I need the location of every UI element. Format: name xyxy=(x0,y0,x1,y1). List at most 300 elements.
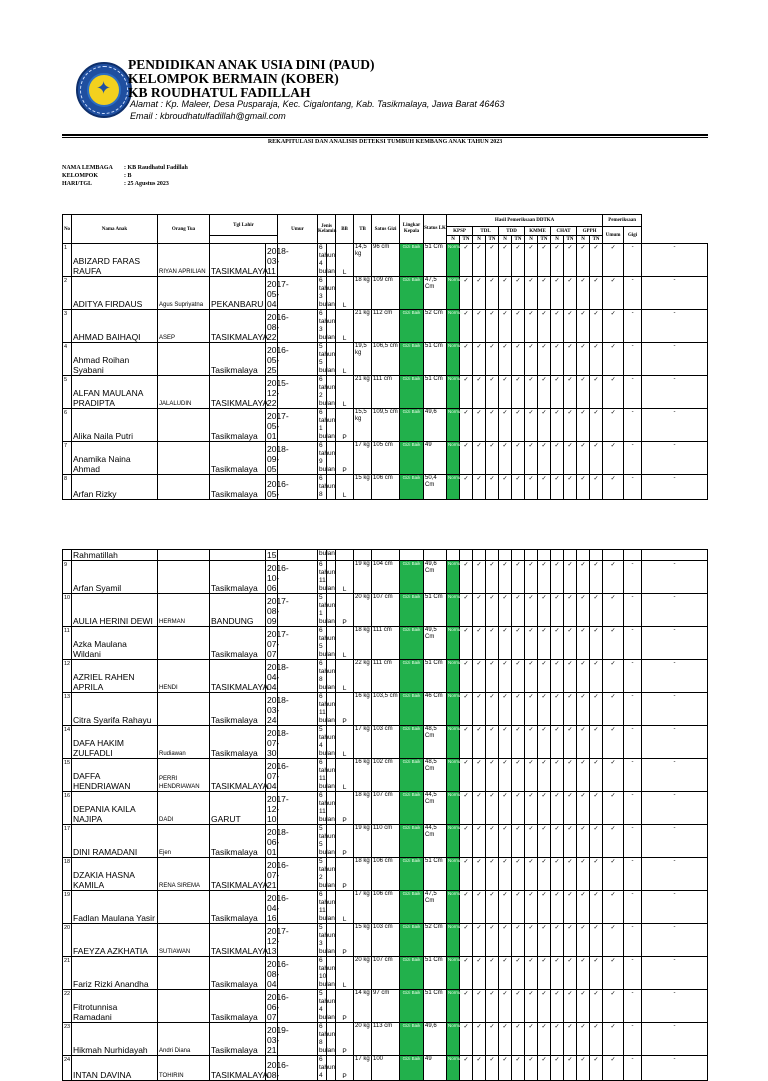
table-row xyxy=(63,957,708,990)
row-ddtka-check: ✓ xyxy=(551,759,564,792)
row-ddtka-check xyxy=(551,550,564,561)
row-number xyxy=(63,550,72,561)
row-ddtka-check: ✓ xyxy=(473,660,486,693)
row-status-gizi: Gizi Baik xyxy=(400,376,424,409)
school-seal-icon xyxy=(87,73,121,107)
row-ddtka-check: ✓ xyxy=(577,627,590,660)
row-jk-spacer xyxy=(327,475,336,500)
row-orang-tua xyxy=(158,550,210,561)
row-status-gizi: Gizi Baik xyxy=(400,343,424,376)
row-jk-spacer xyxy=(327,660,336,693)
header-sub-n: N xyxy=(525,236,538,244)
row-ddtka-check: ✓ xyxy=(551,277,564,310)
row-lingkar-kepala: 51 Cm xyxy=(424,858,447,891)
row-ddtka-check: ✓ xyxy=(538,957,551,990)
row-tgl-lahir: 2016-07-04 xyxy=(266,759,278,792)
row-ddtka-check: ✓ xyxy=(577,343,590,376)
row-lingkar-kepala: 51 Cm xyxy=(424,376,447,409)
row-nama-anak: Fitrotunnisa Ramadani xyxy=(72,990,158,1023)
row-ddtka-check: ✓ xyxy=(564,244,577,277)
row-ddtka-check: ✓ xyxy=(525,244,538,277)
row-ddtka-check: ✓ xyxy=(473,277,486,310)
row-gigi xyxy=(642,550,708,561)
row-ddtka-check: ✓ xyxy=(564,792,577,825)
row-jk-spacer xyxy=(327,627,336,660)
row-ddtka-check: ✓ xyxy=(538,924,551,957)
row-jenis-kelamin: P xyxy=(336,409,354,442)
row-ddtka-check: ✓ xyxy=(538,376,551,409)
row-ddtka-check: ✓ xyxy=(577,693,590,726)
row-orang-tua: DADI xyxy=(158,792,210,825)
row-gigi: - xyxy=(642,409,708,442)
row-status-gizi: Gizi Baik xyxy=(400,1023,424,1056)
row-gigi: - xyxy=(642,990,708,1023)
row-umur: 6 tahun 9 bulan xyxy=(319,442,336,473)
row-status-lk: Normal xyxy=(447,310,460,343)
row-lingkar-kepala: 46 Cm xyxy=(424,693,447,726)
row-gigi: - xyxy=(642,792,708,825)
row-ddtka-check: ✓ xyxy=(590,825,603,858)
row-ddtka-check: ✓ xyxy=(577,1056,590,1081)
row-umur: 6 tahun 8 bulan xyxy=(319,1023,336,1054)
row-ddtka-check: ✓ xyxy=(512,561,525,594)
row-jenis-kelamin: L xyxy=(336,726,354,759)
row-tgl-lahir: 2017-07-07 xyxy=(266,627,278,660)
row-ddtka-check: ✓ xyxy=(551,726,564,759)
row-ddtka-check: ✓ xyxy=(473,759,486,792)
row-tgl-lahir: 2018-03-24 xyxy=(266,693,278,726)
row-tempat-lahir: TASIKMALAYA xyxy=(210,660,266,693)
row-ddtka-check: ✓ xyxy=(551,693,564,726)
row-status-lk: Normal xyxy=(447,825,460,858)
row-ddtka-check: ✓ xyxy=(460,627,473,660)
row-ddtka-check: ✓ xyxy=(473,693,486,726)
row-umur: 5 tahun 4 bulan xyxy=(319,990,336,1021)
row-ddtka-check: ✓ xyxy=(525,957,538,990)
row-ddtka-check: ✓ xyxy=(525,924,538,957)
table-row xyxy=(63,990,708,1023)
row-jenis-kelamin: L xyxy=(336,891,354,924)
row-tempat-lahir: Tasikmalaya xyxy=(210,957,266,990)
header-ddtka-group-gpph: GPPH xyxy=(577,227,603,236)
row-ddtka-check: ✓ xyxy=(499,693,512,726)
row-ddtka-check: ✓ xyxy=(486,792,499,825)
row-tb: 107 cm xyxy=(372,792,400,825)
row-ddtka-check xyxy=(499,550,512,561)
header-sub-n: N xyxy=(499,236,512,244)
row-status-lk: Normal xyxy=(447,792,460,825)
row-ddtka-check: ✓ xyxy=(577,660,590,693)
row-ddtka-check: ✓ xyxy=(551,1023,564,1056)
row-number: 18 xyxy=(63,858,72,891)
row-tb: 106,5 cm xyxy=(372,343,400,376)
row-ddtka-check: ✓ xyxy=(512,376,525,409)
row-orang-tua: TOHIRIN xyxy=(158,1056,210,1081)
row-ddtka-check: ✓ xyxy=(551,594,564,627)
row-ddtka-check: ✓ xyxy=(512,277,525,310)
row-tempat-lahir: Tasikmalaya xyxy=(210,442,266,475)
row-ddtka-check xyxy=(473,550,486,561)
row-ddtka-check: ✓ xyxy=(564,924,577,957)
row-ddtka-check: ✓ xyxy=(486,1023,499,1056)
row-tb: 106 cm xyxy=(372,891,400,924)
row-tb: 104 cm xyxy=(372,561,400,594)
row-ddtka-check: ✓ xyxy=(577,726,590,759)
row-tgl-lahir: 2017-05-04 xyxy=(266,277,278,310)
row-ddtka-check: ✓ xyxy=(486,310,499,343)
row-ddtka-check: ✓ xyxy=(512,693,525,726)
row-ddtka-check: ✓ xyxy=(486,343,499,376)
row-jk-spacer xyxy=(327,759,336,792)
row-bb: 21 kg xyxy=(354,376,372,409)
row-orang-tua: ASEP xyxy=(158,310,210,343)
row-ddtka-check: ✓ xyxy=(473,475,486,500)
row-ddtka-check: ✓ xyxy=(473,825,486,858)
row-ddtka-check: ✓ xyxy=(460,310,473,343)
row-ddtka-check: ✓ xyxy=(473,957,486,990)
header-sub-n: N xyxy=(577,236,590,244)
row-status-gizi: Gizi Baik xyxy=(400,475,424,500)
row-tb: 106 cm xyxy=(372,858,400,891)
header-pemeriksaan: Pemeriksaan xyxy=(603,215,642,227)
info-value: : B xyxy=(124,173,132,179)
letterhead-line-2: KELOMPOK BERMAIN (KOBER) xyxy=(128,71,339,86)
row-gigi: - xyxy=(642,693,708,726)
row-ddtka-check: ✓ xyxy=(603,1056,624,1081)
row-tgl-lahir: 2015-12-22 xyxy=(266,376,278,409)
row-tgl-spacer xyxy=(278,825,318,858)
row-orang-tua xyxy=(158,343,210,376)
row-ddtka-check: ✓ xyxy=(538,561,551,594)
row-ddtka-check: ✓ xyxy=(525,825,538,858)
row-gigi: - xyxy=(642,924,708,957)
logo-figure-icon: ✦ xyxy=(96,78,112,98)
row-ddtka-check: ✓ xyxy=(473,1023,486,1056)
row-ddtka-check: ✓ xyxy=(460,594,473,627)
header-sub-n: N xyxy=(551,236,564,244)
row-tgl-spacer xyxy=(278,990,318,1023)
table-row xyxy=(63,726,708,759)
row-status-lk: Normal xyxy=(447,660,460,693)
header-status-lk: Status LK xyxy=(424,215,447,244)
row-jk-spacer xyxy=(327,1056,336,1081)
row-gigi: - xyxy=(642,1023,708,1056)
row-ddtka-check: ✓ xyxy=(564,1056,577,1081)
row-jenis-kelamin: L xyxy=(336,343,354,376)
row-ddtka-check: ✓ xyxy=(590,1023,603,1056)
header-ddtka-group-kpsp: KPSP xyxy=(447,227,473,236)
row-ddtka-check: ✓ xyxy=(538,409,551,442)
letterhead-email: Email : kbroudhatulfadillah@gmail.com xyxy=(130,111,286,121)
letterhead-line-3: KB ROUDHATUL FADILLAH xyxy=(128,85,311,100)
row-orang-tua: SUTIAWAN xyxy=(158,924,210,957)
row-tgl-spacer xyxy=(278,891,318,924)
row-ddtka-check: ✓ xyxy=(460,561,473,594)
row-tb: 103 cm xyxy=(372,924,400,957)
info-value: : 25 Agustus 2023 xyxy=(124,181,169,187)
row-tempat-lahir: Tasikmalaya xyxy=(210,990,266,1023)
table-row xyxy=(63,1056,708,1081)
row-ddtka-check: ✓ xyxy=(460,924,473,957)
row-ddtka-check: ✓ xyxy=(590,627,603,660)
header-jk: Jenis Kelamin xyxy=(318,215,336,244)
row-tempat-lahir: Tasikmalaya xyxy=(210,475,266,500)
row-status-lk: Normal xyxy=(447,693,460,726)
row-jk-spacer xyxy=(327,858,336,891)
row-bb: 19 kg xyxy=(354,825,372,858)
row-ddtka-check: ✓ xyxy=(564,957,577,990)
row-status-gizi: Gizi Baik xyxy=(400,825,424,858)
header-tgl-lahir: Tgl Lahir xyxy=(210,215,278,236)
row-ddtka-check: ✓ xyxy=(525,627,538,660)
row-ddtka-check: ✓ xyxy=(603,244,624,277)
row-ddtka-check: ✓ xyxy=(512,409,525,442)
row-ddtka-check: ✓ xyxy=(525,759,538,792)
row-status-lk: Normal xyxy=(447,244,460,277)
row-ddtka-check: ✓ xyxy=(512,825,525,858)
row-ddtka-check: ✓ xyxy=(590,343,603,376)
row-jenis-kelamin: P xyxy=(336,825,354,858)
row-lingkar-kepala: 51 Cm xyxy=(424,343,447,376)
row-tempat-lahir: Tasikmalaya xyxy=(210,343,266,376)
row-orang-tua: RIYAN APRILIAN xyxy=(158,244,210,277)
row-number: 14 xyxy=(63,726,72,759)
row-ddtka-check: ✓ xyxy=(564,310,577,343)
row-ddtka-check: ✓ xyxy=(564,442,577,475)
row-number: 23 xyxy=(63,1023,72,1056)
row-ddtka-check: ✓ xyxy=(512,442,525,475)
row-ddtka-check: ✓ xyxy=(564,990,577,1023)
header-sub-tn: TN xyxy=(486,236,499,244)
row-ddtka-check: ✓ xyxy=(577,244,590,277)
row-ddtka-check: ✓ xyxy=(460,858,473,891)
row-ddtka-check: ✓ xyxy=(551,1056,564,1081)
row-ddtka-check: ✓ xyxy=(460,376,473,409)
row-umum xyxy=(624,550,642,561)
table-row xyxy=(63,924,708,957)
row-orang-tua xyxy=(158,442,210,475)
row-nama-anak: Ahmad Roihan Syabani xyxy=(72,343,158,376)
row-ddtka-check: ✓ xyxy=(603,891,624,924)
row-umur: 6 tahun 10 bulan xyxy=(319,957,336,988)
row-lingkar-kepala: 51 Cm xyxy=(424,660,447,693)
row-ddtka-check: ✓ xyxy=(551,475,564,500)
row-ddtka-check: ✓ xyxy=(538,825,551,858)
row-ddtka-check: ✓ xyxy=(551,825,564,858)
table-row xyxy=(63,1023,708,1056)
row-tgl-spacer xyxy=(278,343,318,376)
row-ddtka-check xyxy=(486,550,499,561)
row-lingkar-kepala: 44,5 Cm xyxy=(424,825,447,858)
row-orang-tua: Ejen xyxy=(158,825,210,858)
row-nama-anak: Citra Syarifa Rahayu xyxy=(72,693,158,726)
row-number: 8 xyxy=(63,475,72,500)
table-row xyxy=(63,244,708,277)
row-ddtka-check: ✓ xyxy=(590,858,603,891)
row-ddtka-check: ✓ xyxy=(538,475,551,500)
row-number: 10 xyxy=(63,594,72,627)
row-ddtka-check: ✓ xyxy=(499,792,512,825)
row-gigi: - xyxy=(642,957,708,990)
row-tgl-lahir: 2017-12-13 xyxy=(266,924,278,957)
row-orang-tua xyxy=(158,409,210,442)
row-umur: 6 tahun 3 bulan xyxy=(319,277,336,308)
row-number: 5 xyxy=(63,376,72,409)
row-ddtka-check: ✓ xyxy=(473,990,486,1023)
row-status-gizi: Gizi Baik xyxy=(400,277,424,310)
row-ddtka-check: ✓ xyxy=(499,660,512,693)
row-ddtka-check: ✓ xyxy=(499,1023,512,1056)
row-status-gizi: Gizi Baik xyxy=(400,627,424,660)
row-status-gizi: Gizi Baik xyxy=(400,759,424,792)
row-jenis-kelamin: P xyxy=(336,990,354,1023)
row-nama-anak: DINI RAMADANI xyxy=(72,825,158,858)
row-ddtka-check: ✓ xyxy=(525,1023,538,1056)
row-jenis-kelamin: P xyxy=(336,594,354,627)
row-umur: 6 tahun 4 xyxy=(319,1056,336,1079)
row-ddtka-check: ✓ xyxy=(473,310,486,343)
header-ddtka: Hasil Pemeriksaan DDTKA xyxy=(447,215,603,227)
row-ddtka-check: ✓ xyxy=(603,442,624,475)
row-ddtka-check: ✓ xyxy=(525,310,538,343)
row-tb: 113 cm xyxy=(372,1023,400,1056)
row-tb: 109 cm xyxy=(372,277,400,310)
row-tempat-lahir: TASIKMALAYA xyxy=(210,759,266,792)
row-tb: 111 cm xyxy=(372,627,400,660)
row-nama-anak: DZAKIA HASNA KAMILA xyxy=(72,858,158,891)
row-umum: - xyxy=(624,924,642,957)
row-bb: 15 kg xyxy=(354,924,372,957)
row-nama-anak: INTAN DAVINA xyxy=(72,1056,158,1081)
row-jk-spacer xyxy=(327,990,336,1023)
row-number: 16 xyxy=(63,792,72,825)
row-ddtka-check: ✓ xyxy=(499,475,512,500)
row-ddtka-check: ✓ xyxy=(538,277,551,310)
row-bb: 22 kg xyxy=(354,660,372,693)
row-ddtka-check: ✓ xyxy=(577,442,590,475)
header-ddtka-group-tdl: TDL xyxy=(473,227,499,236)
row-number: 12 xyxy=(63,660,72,693)
row-bb: 19 kg xyxy=(354,561,372,594)
row-tb xyxy=(372,550,400,561)
row-ddtka-check: ✓ xyxy=(486,627,499,660)
row-orang-tua: Agus Supriyatna xyxy=(158,277,210,310)
row-ddtka-check: ✓ xyxy=(512,244,525,277)
row-ddtka-check: ✓ xyxy=(473,627,486,660)
row-umum: - xyxy=(624,660,642,693)
row-umum: - xyxy=(624,858,642,891)
row-ddtka-check: ✓ xyxy=(564,759,577,792)
row-tgl-spacer xyxy=(278,244,318,277)
row-ddtka-check: ✓ xyxy=(473,726,486,759)
row-ddtka-check: ✓ xyxy=(590,310,603,343)
header-nama: Nama Anak xyxy=(72,215,158,244)
row-gigi: - xyxy=(642,277,708,310)
row-ddtka-check xyxy=(525,550,538,561)
row-lingkar-kepala: 47,5 Cm xyxy=(424,891,447,924)
row-nama-anak: Arfan Syamil xyxy=(72,561,158,594)
row-ddtka-check: ✓ xyxy=(564,475,577,500)
row-ddtka-check: ✓ xyxy=(590,924,603,957)
row-ddtka-check: ✓ xyxy=(603,594,624,627)
row-ddtka-check: ✓ xyxy=(538,343,551,376)
row-ddtka-check xyxy=(603,550,624,561)
row-ddtka-check: ✓ xyxy=(486,244,499,277)
letterhead-line-1: PENDIDIKAN ANAK USIA DINI (PAUD) xyxy=(128,57,375,72)
row-bb: 17 kg xyxy=(354,891,372,924)
row-ddtka-check: ✓ xyxy=(473,1056,486,1081)
row-ddtka-check: ✓ xyxy=(551,244,564,277)
row-jk-spacer xyxy=(327,891,336,924)
row-nama-anak: ALFAN MAULANA PRADIPTA xyxy=(72,376,158,409)
row-ddtka-check: ✓ xyxy=(551,990,564,1023)
row-gigi: - xyxy=(642,594,708,627)
row-ddtka-check: ✓ xyxy=(486,594,499,627)
row-ddtka-check: ✓ xyxy=(473,594,486,627)
row-umum: - xyxy=(624,475,642,500)
row-jenis-kelamin: L xyxy=(336,376,354,409)
row-ddtka-check: ✓ xyxy=(551,891,564,924)
row-ddtka-check: ✓ xyxy=(551,924,564,957)
row-ddtka-check: ✓ xyxy=(499,1056,512,1081)
row-status-lk: Normal xyxy=(447,990,460,1023)
row-tgl-lahir: 2016-08-04 xyxy=(266,957,278,990)
row-lingkar-kepala: 49,6 Cm xyxy=(424,561,447,594)
row-tgl-spacer xyxy=(278,1023,318,1056)
row-lingkar-kepala: 51 Cm xyxy=(424,990,447,1023)
row-umum: - xyxy=(624,244,642,277)
info-label: NAMA LEMBAGA xyxy=(62,165,113,171)
row-ddtka-check: ✓ xyxy=(499,627,512,660)
row-status-lk: Normal xyxy=(447,409,460,442)
row-ddtka-check: ✓ xyxy=(460,343,473,376)
row-ddtka-check: ✓ xyxy=(460,957,473,990)
row-gigi: - xyxy=(642,310,708,343)
row-tgl-spacer xyxy=(278,1056,318,1081)
row-umum: - xyxy=(624,792,642,825)
row-nama-anak: Arfan Rizky xyxy=(72,475,158,500)
info-lembaga xyxy=(62,165,188,171)
row-tb: 107 cm xyxy=(372,594,400,627)
row-orang-tua xyxy=(158,693,210,726)
row-ddtka-check: ✓ xyxy=(590,957,603,990)
header-umum: Umum xyxy=(603,227,624,244)
row-jk-spacer xyxy=(327,594,336,627)
row-tgl-lahir: 2018-03-11 xyxy=(266,244,278,277)
row-ddtka-check: ✓ xyxy=(486,409,499,442)
row-status-gizi: Gizi Baik xyxy=(400,990,424,1023)
row-tb: 105 cm xyxy=(372,442,400,475)
row-gigi: - xyxy=(642,376,708,409)
row-umum: - xyxy=(624,957,642,990)
row-number: 7 xyxy=(63,442,72,475)
row-ddtka-check: ✓ xyxy=(603,858,624,891)
row-ddtka-check: ✓ xyxy=(551,442,564,475)
row-tgl-lahir: 2017-12-10 xyxy=(266,792,278,825)
row-tgl-lahir: 2016-10-06 xyxy=(266,561,278,594)
row-jenis-kelamin: L xyxy=(336,475,354,500)
row-gigi: - xyxy=(642,858,708,891)
row-ddtka-check: ✓ xyxy=(577,376,590,409)
document-title: REKAPITULASI DAN ANALISIS DETEKSI TUMBUH KEMBANG ANAK TAHUN 2023 xyxy=(267,139,503,145)
row-ddtka-check: ✓ xyxy=(499,409,512,442)
row-lingkar-kepala: 47,5 Cm xyxy=(424,277,447,310)
row-status-gizi: Gizi Baik xyxy=(400,442,424,475)
row-status-lk xyxy=(447,550,460,561)
row-ddtka-check: ✓ xyxy=(538,442,551,475)
row-tgl-lahir: 2019-03-21 xyxy=(266,1023,278,1056)
row-ddtka-check: ✓ xyxy=(551,561,564,594)
